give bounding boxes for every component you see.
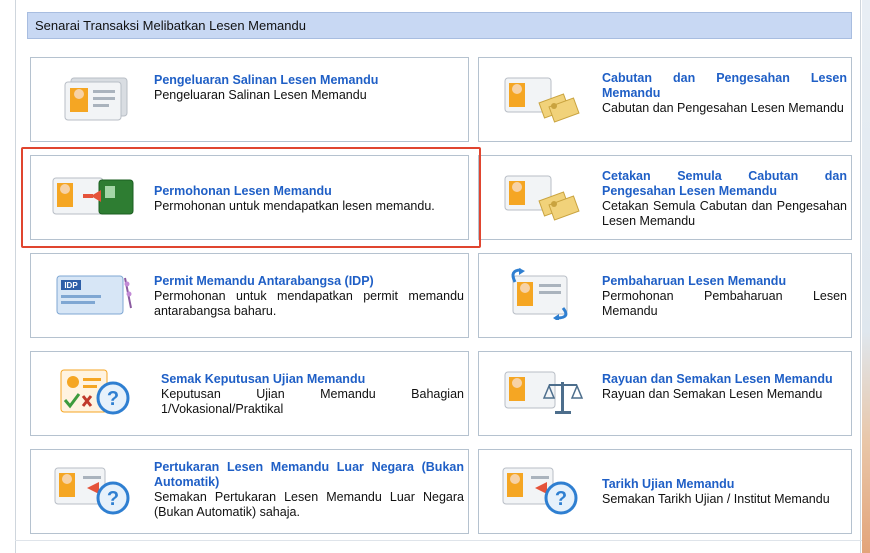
section-header <box>27 12 852 39</box>
card-title[interactable]: Cetakan Semula Cabutan dan Pengesahan Lesen Memandu <box>602 169 847 198</box>
card-description: Semakan Tarikh Ujian / Institut Memandu <box>602 492 830 506</box>
card-rayuan-semakan[interactable] <box>478 351 852 436</box>
card-description: Rayuan dan Semakan Lesen Memandu <box>602 387 823 401</box>
svg-text:?: ? <box>106 388 120 410</box>
license-card-icon <box>43 72 143 124</box>
card-description: Semakan Pertukaran Lesen Memandu Luar Negara (Bukan Automatik) sahaja. <box>154 490 464 519</box>
license-date-question-icon <box>491 464 591 516</box>
divider <box>15 540 862 541</box>
card-title[interactable]: Permohonan Lesen Memandu <box>154 184 332 198</box>
card-description: Keputusan Ujian Memandu Bahagian 1/Vokasional/Praktikal <box>161 387 464 416</box>
card-cetakan-semula[interactable] <box>478 155 852 240</box>
card-description: Permohonan untuk mendapatkan permit memandu antarabangsa baharu. <box>154 289 464 318</box>
idp-label: IDP <box>64 281 78 290</box>
background-strip <box>862 0 870 553</box>
card-cabutan-pengesahan[interactable] <box>478 57 852 142</box>
card-title[interactable]: Pengeluaran Salinan Lesen Memandu <box>154 73 379 87</box>
svg-text:?: ? <box>106 488 120 510</box>
license-apply-icon <box>43 170 143 222</box>
license-scale-icon <box>491 366 591 418</box>
section-title: Senarai Transaksi Melibatkan Lesen Memandu <box>35 18 306 33</box>
card-title[interactable]: Pembaharuan Lesen Memandu <box>602 274 787 288</box>
svg-text:?: ? <box>554 488 568 510</box>
card-title[interactable]: Pertukaran Lesen Memandu Luar Negara (Bukan Automatik) <box>154 460 464 489</box>
card-title[interactable]: Permit Memandu Antarabangsa (IDP) <box>154 274 374 288</box>
card-pengeluaran-salinan[interactable] <box>30 57 469 142</box>
idp-card-icon <box>43 268 143 320</box>
card-title[interactable]: Tarikh Ujian Memandu <box>602 477 735 491</box>
test-result-question-icon <box>43 366 143 418</box>
license-money-icon <box>491 72 591 124</box>
license-renew-icon <box>491 268 591 320</box>
card-title[interactable]: Semak Keputusan Ujian Memandu <box>161 372 366 386</box>
card-description: Permohonan Pembaharuan Lesen Memandu <box>602 289 847 318</box>
card-description: Permohonan untuk mendapatkan lesen memandu. <box>154 199 435 213</box>
card-pembaharuan-lesen[interactable] <box>478 253 852 338</box>
card-description: Cetakan Semula Cabutan dan Pengesahan Lesen Memandu <box>602 199 847 228</box>
card-tarikh-ujian[interactable] <box>478 449 852 534</box>
card-pertukaran-luar-negara[interactable] <box>30 449 469 534</box>
license-money-icon <box>491 170 591 222</box>
card-title[interactable]: Rayuan dan Semakan Lesen Memandu <box>602 372 833 386</box>
card-description: Pengeluaran Salinan Lesen Memandu <box>154 88 367 102</box>
card-semak-keputusan[interactable] <box>30 351 469 436</box>
card-permohonan-lesen[interactable] <box>30 155 469 240</box>
card-description: Cabutan dan Pengesahan Lesen Memandu <box>602 101 844 115</box>
card-permit-antarabangsa[interactable] <box>30 253 469 338</box>
card-title[interactable]: Cabutan dan Pengesahan Lesen Memandu <box>602 71 847 100</box>
license-exchange-question-icon <box>43 464 143 516</box>
